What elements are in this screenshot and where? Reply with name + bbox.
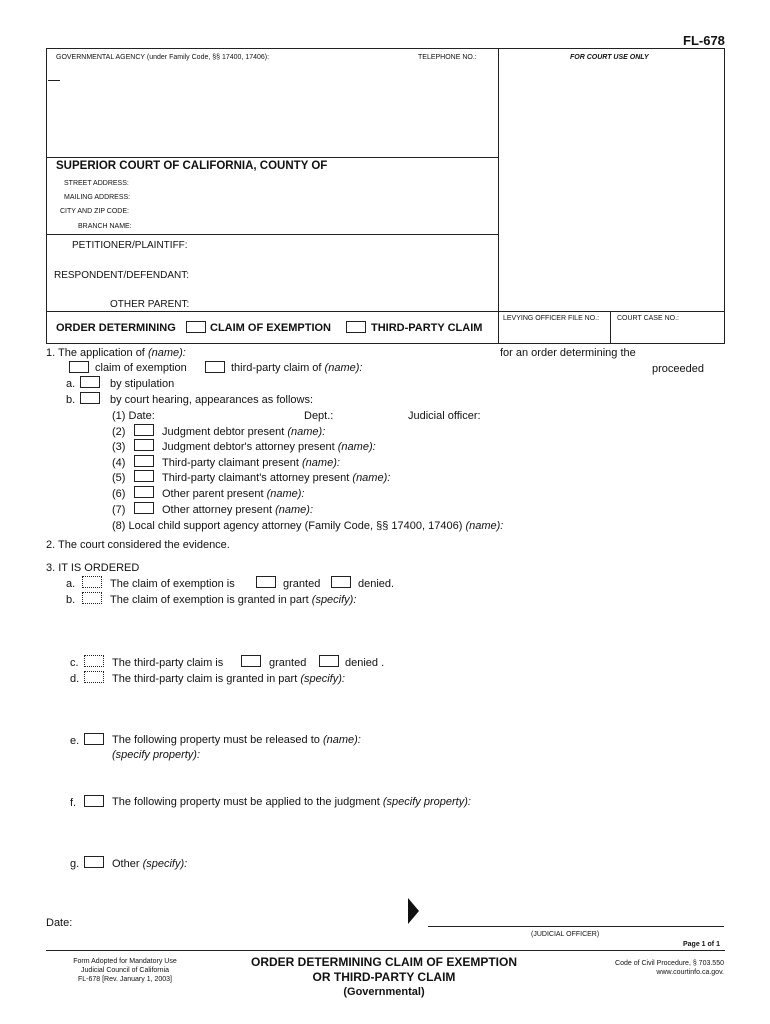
item3a-granted-checkbox[interactable] (256, 576, 276, 588)
appearance-2-label: Judgment debtor present (name): (162, 426, 326, 438)
item3e-letter: e. (70, 735, 80, 747)
hearing-date-label: (1) Date: (112, 410, 155, 422)
adopted-line2: Judicial Council of California (81, 967, 169, 974)
header-right-border (724, 48, 725, 344)
appearance-5-num: (5) (112, 472, 126, 484)
appearance-3-checkbox[interactable] (134, 439, 154, 451)
petitioner-label: PETITIONER/PLAINTIFF: (72, 240, 188, 251)
item3e-specify-property: (specify property): (112, 749, 201, 761)
item3c-letter: c. (70, 657, 79, 669)
item3a-denied-checkbox[interactable] (331, 576, 351, 588)
branch-name-label: BRANCH NAME: (78, 223, 132, 230)
item3d-checkbox[interactable] (84, 671, 104, 683)
signature-line (428, 926, 724, 927)
header-bottom-border (46, 343, 725, 344)
city-zip-label: CITY AND ZIP CODE: (60, 208, 129, 215)
item3-title: 3. IT IS ORDERED (46, 562, 140, 574)
item3e-label: The following property must be released to (name): (112, 734, 361, 746)
website: www.courtinfo.ca.gov. (656, 969, 724, 976)
agency-label: GOVERNMENTAL AGENCY (under Family Code, §§ 17400, 17406): (56, 54, 270, 61)
adopted-line3: FL-678 [Rev. January 1, 2003] (77, 976, 173, 983)
footer-title-line2: OR THIRD-PARTY CLAIM (312, 970, 456, 984)
appearance-5-checkbox[interactable] (134, 470, 154, 482)
hearing-judicial-officer-label: Judicial officer: (408, 410, 481, 422)
item3c-label: The third-party claim is (112, 657, 224, 669)
appearance-4-num: (4) (112, 457, 126, 469)
item1a-letter: a. (66, 378, 76, 390)
footer-title-line1: ORDER DETERMINING CLAIM OF EXEMPTION (250, 955, 517, 969)
judicial-officer-caption: (JUDICIAL OFFICER) (531, 931, 600, 938)
item3c-granted-checkbox[interactable] (241, 655, 261, 667)
item3b-label: The claim of exemption is granted in part (specify): (110, 594, 357, 606)
appearance-5-label: Third-party claimant's attorney present (name): (162, 472, 391, 484)
item3f-label: The following property must be applied to the judgment (specify property): (112, 796, 471, 808)
code-reference: Code of Civil Procedure, § 703.550 (615, 960, 724, 967)
mailing-address-label: MAILING ADDRESS: (64, 194, 131, 201)
appearance-7-num: (7) (112, 504, 126, 516)
claim-of-exemption-type-checkbox[interactable] (69, 361, 89, 373)
stipulation-label: by stipulation (110, 378, 175, 390)
agency-mark (48, 80, 60, 81)
page-number: Page 1 of 1 (683, 941, 720, 948)
stipulation-checkbox[interactable] (80, 376, 100, 388)
header-divider-parties (46, 234, 498, 235)
appearance-2-num: (2) (112, 426, 126, 438)
third-party-claim-type-checkbox[interactable] (205, 361, 225, 373)
adopted-line1: Form Adopted for Mandatory Use (73, 958, 177, 965)
item2-text: 2. The court considered the evidence. (46, 539, 230, 551)
court-hearing-label: by court hearing, appearances as follows: (110, 394, 314, 406)
proceeded-label: proceeded (652, 363, 704, 375)
item3g-checkbox[interactable] (84, 856, 104, 868)
item3a-granted-label: granted (283, 578, 321, 590)
appearance-6-checkbox[interactable] (134, 486, 154, 498)
third-party-claim-checkbox[interactable] (346, 321, 366, 333)
item3c-denied-checkbox[interactable] (319, 655, 339, 667)
item3a-checkbox[interactable] (82, 576, 102, 588)
item3c-denied-label: denied . (345, 657, 385, 669)
item1-right-text: for an order determining the (500, 347, 636, 359)
item3d-letter: d. (70, 673, 80, 685)
item3f-checkbox[interactable] (84, 795, 104, 807)
item3a-letter: a. (66, 578, 76, 590)
signature-arrow-icon (408, 898, 420, 924)
item3a-denied-label: denied. (358, 578, 395, 590)
respondent-label: RESPONDENT/DEFENDANT: (54, 270, 190, 281)
item1b-letter: b. (66, 394, 76, 406)
claim-of-exemption-checkbox[interactable] (186, 321, 206, 333)
item1-intro: 1. The application of (name): (46, 347, 186, 359)
header-divider-vertical (498, 48, 499, 344)
footer-title-line3: (Governmental) (343, 986, 425, 998)
claim-of-exemption-type-label: claim of exemption (95, 362, 187, 374)
item3d-label: The third-party claim is granted in part (specify): (112, 673, 345, 685)
appearance-8-label: (8) Local child support agency attorney (Family Code, §§ 17400, 17406) (name): (112, 520, 504, 532)
item3g-label: Other (specify): (112, 858, 188, 870)
item3f-letter: f. (70, 797, 77, 809)
third-party-claim-option: THIRD-PARTY CLAIM (371, 322, 483, 334)
appearance-7-label: Other attorney present (name): (162, 504, 314, 516)
header-left-border (46, 48, 47, 344)
item3c-granted-label: granted (269, 657, 307, 669)
hearing-dept-label: Dept.: (304, 410, 334, 422)
appearance-6-label: Other parent present (name): (162, 488, 305, 500)
court-name: SUPERIOR COURT OF CALIFORNIA, COUNTY OF (56, 160, 328, 172)
court-hearing-checkbox[interactable] (80, 392, 100, 404)
appearance-4-label: Third-party claimant present (name): (162, 457, 340, 469)
appearance-2-checkbox[interactable] (134, 424, 154, 436)
court-use-label: FOR COURT USE ONLY (570, 54, 649, 61)
court-case-label: COURT CASE NO.: (617, 315, 679, 322)
appearance-3-label: Judgment debtor's attorney present (name): (162, 441, 376, 453)
header-top-border (46, 48, 725, 49)
item3g-letter: g. (70, 858, 80, 870)
third-party-claim-of-label: third-party claim of (name): (231, 362, 363, 374)
header-divider-casenos (610, 311, 611, 343)
appearance-3-num: (3) (112, 441, 126, 453)
other-parent-label: OTHER PARENT: (110, 299, 190, 310)
item3c-checkbox[interactable] (84, 655, 104, 667)
appearance-7-checkbox[interactable] (134, 502, 154, 514)
date-label: Date: (46, 917, 73, 929)
item3a-label: The claim of exemption is (110, 578, 235, 590)
street-address-label: STREET ADDRESS: (64, 180, 129, 187)
footer-rule (46, 950, 725, 951)
telephone-label: TELEPHONE NO.: (418, 54, 477, 61)
header-divider-court (46, 157, 498, 158)
appearance-6-num: (6) (112, 488, 126, 500)
item3b-checkbox[interactable] (82, 592, 102, 604)
item3e-checkbox[interactable] (84, 733, 104, 745)
levying-officer-label: LEVYING OFFICER FILE NO.: (503, 315, 600, 322)
claim-of-exemption-option: CLAIM OF EXEMPTION (210, 322, 331, 334)
order-title: ORDER DETERMINING (56, 322, 176, 334)
header-divider-title (46, 311, 725, 312)
appearance-4-checkbox[interactable] (134, 455, 154, 467)
item3b-letter: b. (66, 594, 76, 606)
form-id: FL-678 (683, 33, 725, 48)
